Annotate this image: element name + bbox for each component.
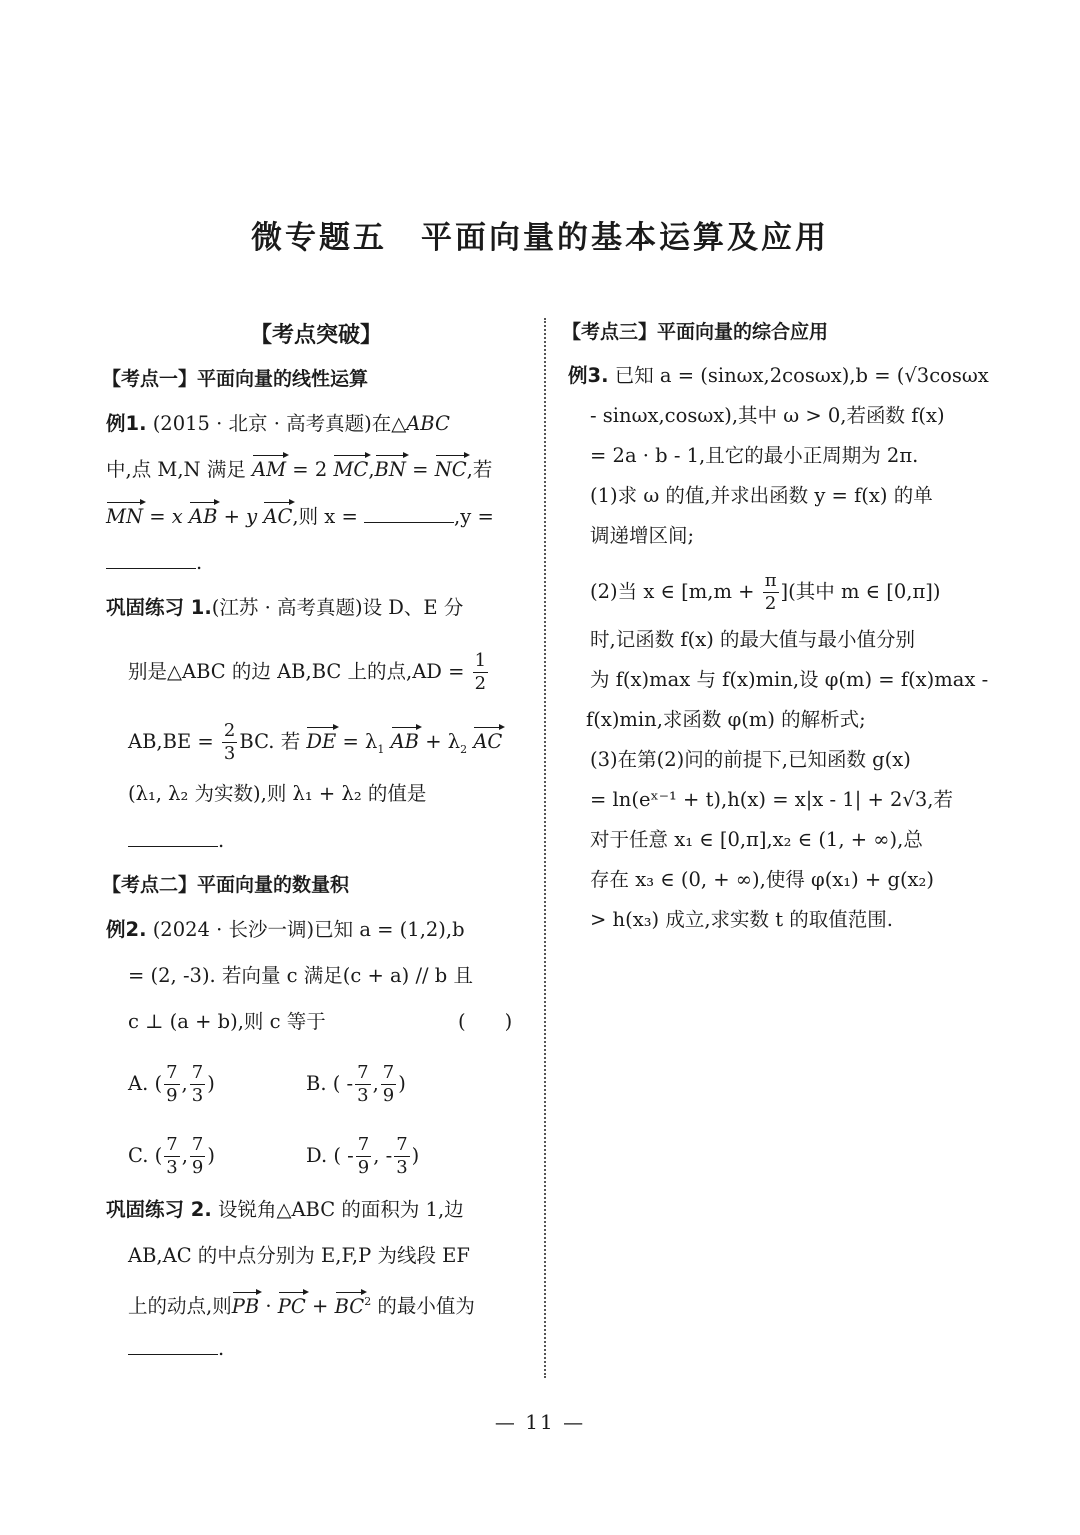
answer-blank-min[interactable] (128, 1334, 218, 1355)
option-a[interactable]: A. ( $\frac{7}{9}$ , $\frac{7}{3}$ ) (128, 1062, 215, 1106)
kp1-heading: 【考点一】平面向量的线性运算 (102, 368, 369, 390)
option-c[interactable]: C. ( $\frac{7}{3}$ , $\frac{7}{9}$ ) (128, 1134, 215, 1178)
q1-line1: (1)求 ω 的值,并求出函数 y = f(x) 的单 (590, 484, 933, 507)
ex2-line3: c ⊥ (a + b),则 c 等于 (128, 1010, 326, 1033)
q3-line3: 对于任意 x₁ ∈ [0,π],x₂ ∈ (1, + ∞),总 (590, 828, 923, 851)
pr1-line5: . (128, 826, 224, 855)
option-d[interactable]: D. ( - $\frac{7}{9}$ , - $\frac{7}{3}$ ) (306, 1134, 420, 1178)
ex2-line2: = (2, -3). 若向量 c 满足(c + a) // b 且 (128, 964, 473, 987)
answer-blank-lambda[interactable] (128, 826, 218, 847)
ex1-line3: MN = x AB + y AC,则 x = ,y = (106, 502, 494, 531)
pr1-line4: (λ₁, λ₂ 为实数),则 λ₁ + λ₂ 的值是 (128, 782, 427, 805)
q3-line2: = ln(eˣ⁻¹ + t),h(x) = x|x - 1| + 2√3,若 (590, 788, 953, 811)
q1-line2: 调递增区间; (590, 524, 695, 547)
ex1-line4: . (106, 548, 202, 577)
q2-line4: f(x)min,求函数 φ(m) 的解析式; (586, 708, 866, 731)
answer-blank-y[interactable] (106, 548, 196, 569)
page-number: — 11 — (494, 1410, 586, 1434)
kp2-heading: 【考点二】平面向量的数量积 (102, 874, 350, 896)
ex2-line1: 例2. (2024 · 长沙一调)已知 a = (1,2),b (106, 918, 465, 941)
ex3-line1: 例3. 已知 a = (sinωx,2cosωx),b = (√3cosωx (568, 364, 989, 387)
pr1-line2: 别是△ABC 的边 AB,BC 上的点,AD = $\frac{1}{2}$ (128, 650, 487, 694)
ex2-answer-paren: ( ) (458, 1010, 513, 1033)
pr2-line3: 上的动点,则PB · PC + $BC^2$ 的最小值为 (128, 1288, 475, 1321)
q2-line1: (2)当 x ∈ [m,m + $\frac{\pi}{2}$ ](其中 m ∈ [0,π]) (590, 570, 941, 614)
q3-line1: (3)在第(2)问的前提下,已知函数 g(x) (590, 748, 911, 771)
q3-line5: > h(x₃) 成立,求实数 t 的取值范围. (590, 908, 893, 931)
pr1-line1: 巩固练习 1.(江苏 · 高考真题)设 D、E 分 (106, 596, 464, 619)
column-divider (544, 318, 546, 1378)
q3-line4: 存在 x₃ ∈ (0, + ∞),使得 φ(x₁) + g(x₂) (590, 868, 934, 891)
ex1-line2: 中,点 M,N 满足 AM = 2 MC,BN = NC,若 (106, 456, 492, 484)
pr2-line2: AB,AC 的中点分别为 E,F,P 为线段 EF (128, 1244, 470, 1267)
ex3-line3: = 2a · b - 1,且它的最小正周期为 2π. (590, 444, 919, 467)
q2-line3: 为 f(x)max 与 f(x)min,设 φ(m) = f(x)max - (590, 668, 989, 691)
kp3-heading: 【考点三】平面向量的综合应用 (562, 321, 829, 343)
pr2-line1: 巩固练习 2. 设锐角△ABC 的面积为 1,边 (106, 1198, 464, 1221)
page-title: 微专题五 平面向量的基本运算及应用 (251, 220, 829, 256)
pr1-line3: AB,BE = $\frac{2}{3}$ BC. 若 DE = $\lambda_1$ AB + $\lambda_2$ AC (128, 720, 503, 764)
main-heading: 【考点突破】 (249, 323, 382, 348)
option-b[interactable]: B. ( - $\frac{7}{3}$ , $\frac{7}{9}$ ) (306, 1062, 406, 1106)
pr2-line4: . (128, 1334, 224, 1363)
answer-blank-x[interactable] (364, 502, 454, 523)
ex3-line2: - sinωx,cosωx),其中 ω > 0,若函数 f(x) (590, 404, 945, 427)
ex1-line1: 例1. (2015 · 北京 · 高考真题)在△ABC (106, 412, 450, 435)
q2-line2: 时,记函数 f(x) 的最大值与最小值分别 (590, 628, 916, 651)
